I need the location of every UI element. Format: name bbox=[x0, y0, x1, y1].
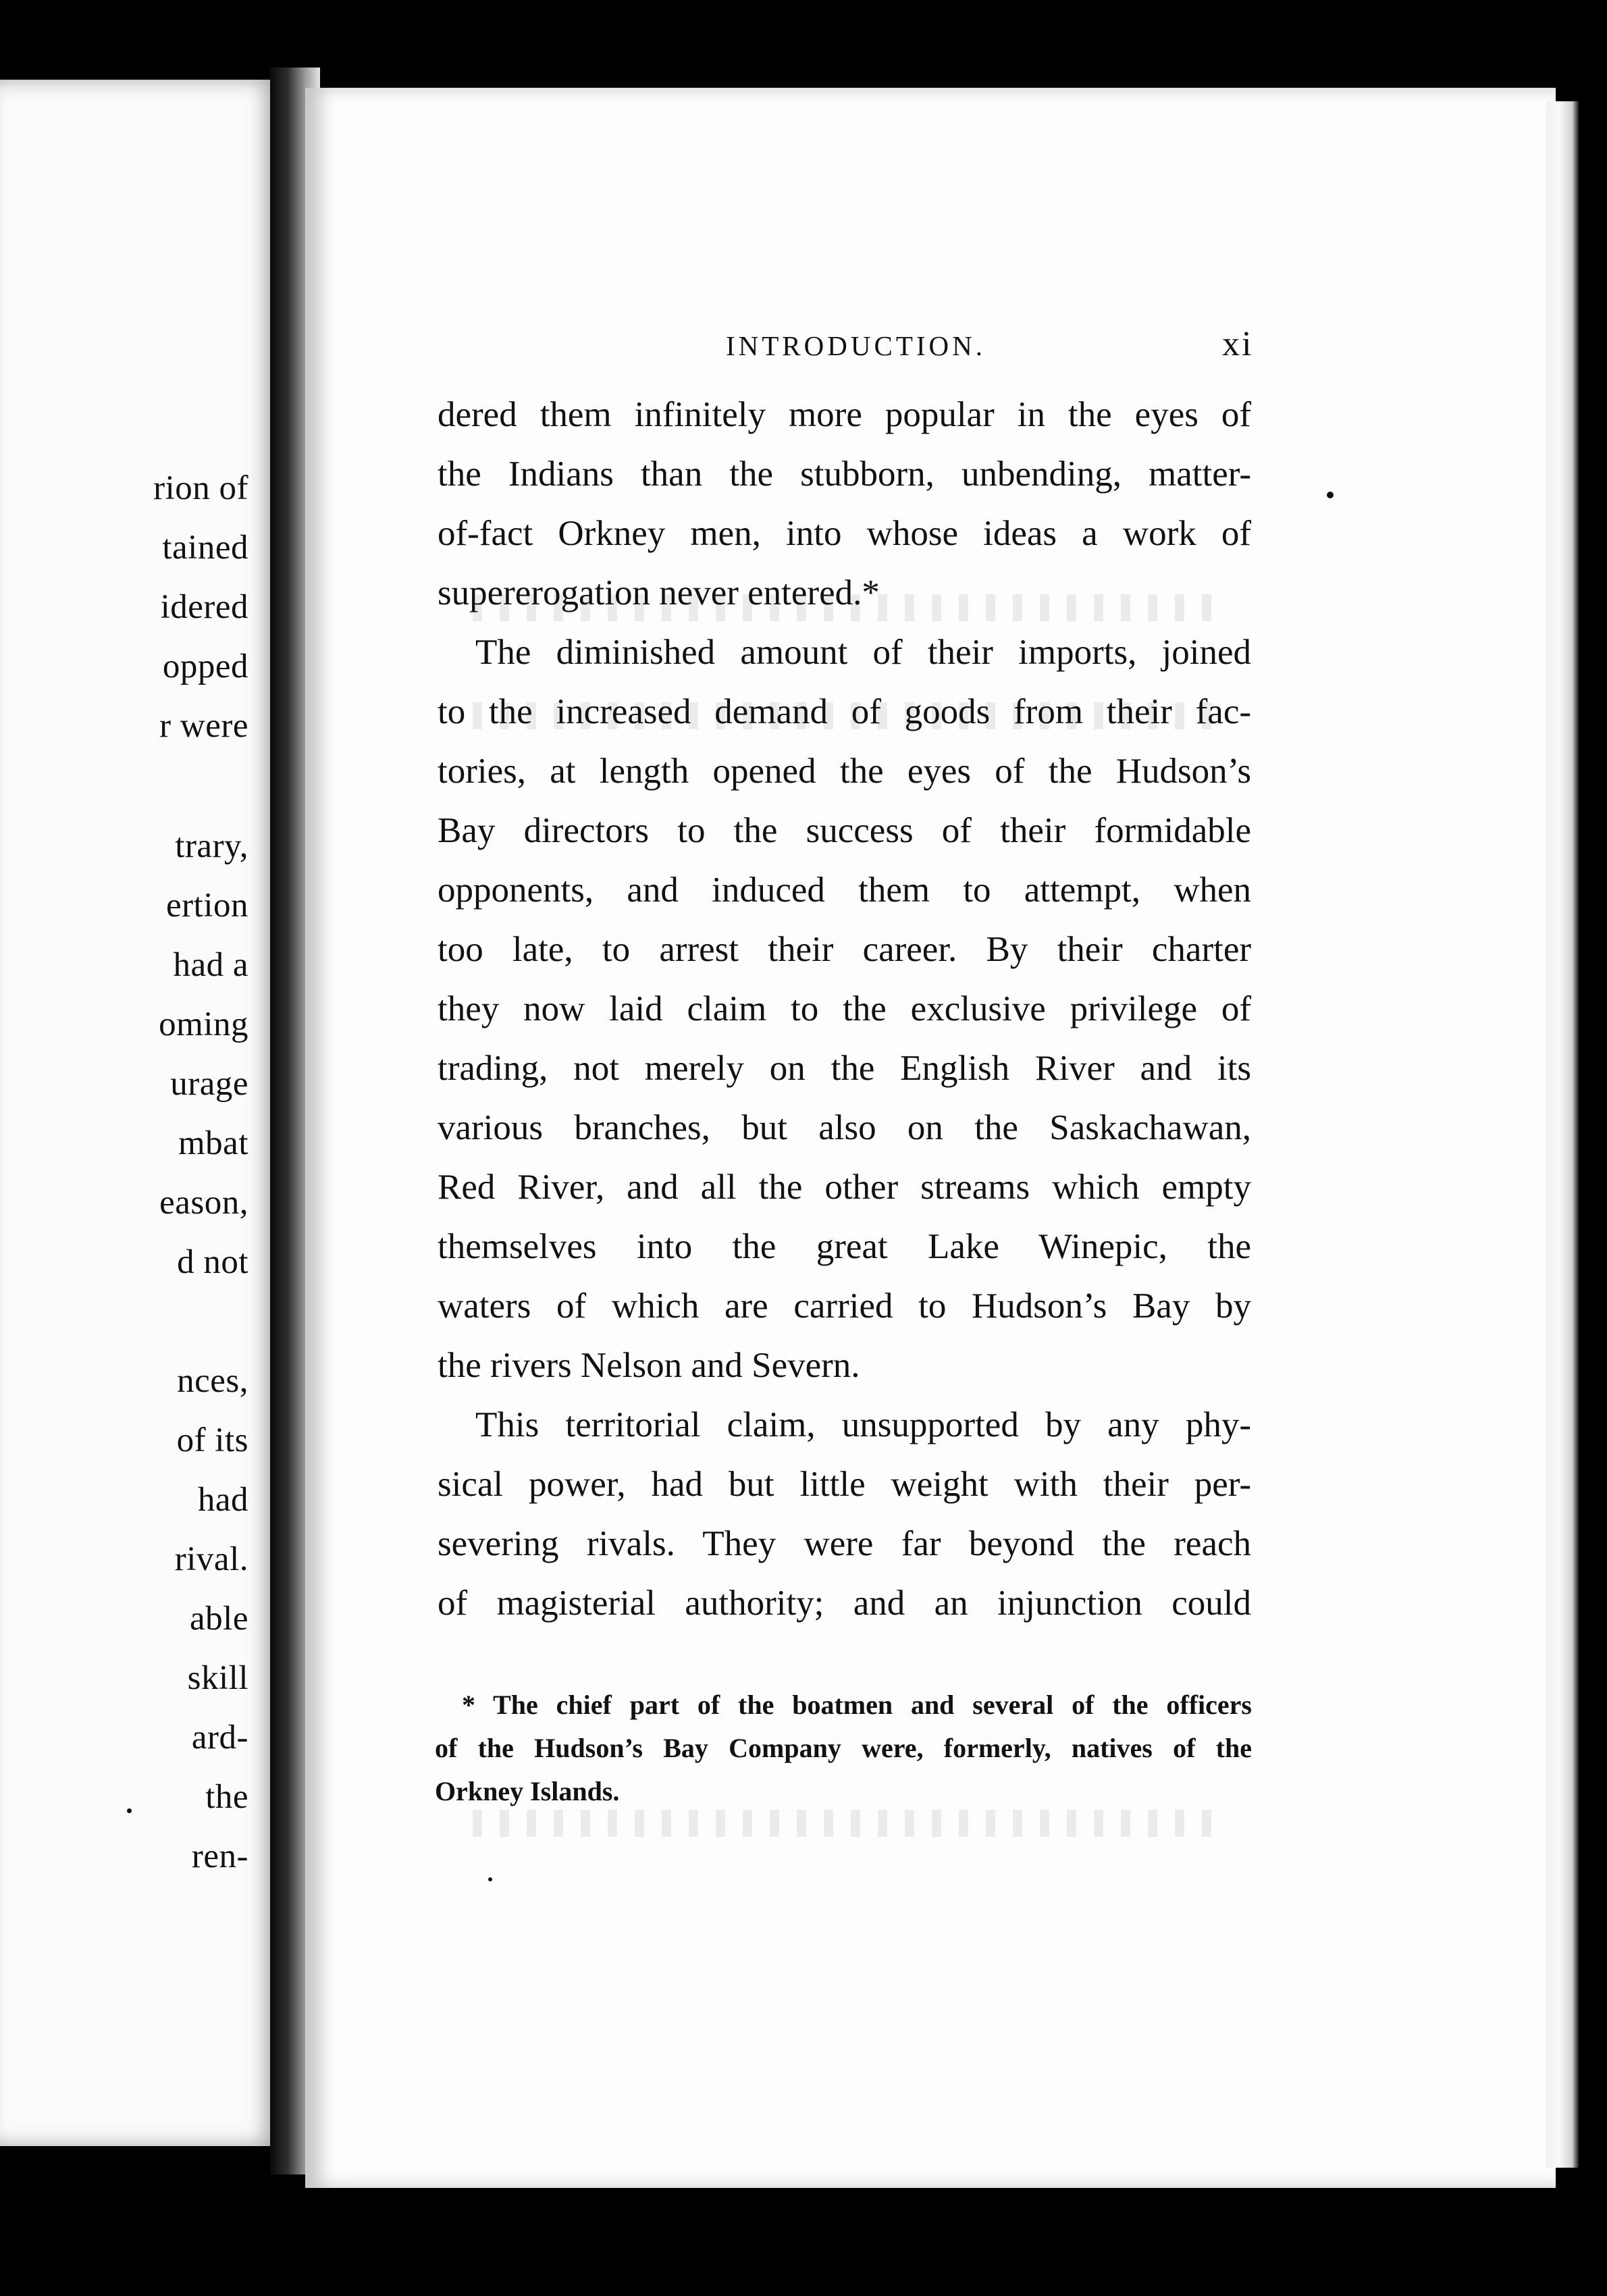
facing-page-line: mbat bbox=[178, 1124, 248, 1162]
facing-page-line: ren- bbox=[191, 1837, 248, 1875]
text-line: Red River, and all the other streams which empty bbox=[438, 1168, 1251, 1207]
text-line: supererogation never entered.* bbox=[438, 573, 880, 612]
facing-page-line: had a bbox=[173, 946, 248, 984]
facing-page-line: trary, bbox=[175, 827, 248, 865]
facing-page-line: rival. bbox=[174, 1540, 248, 1578]
facing-page-line: tained bbox=[162, 529, 248, 567]
ink-speck bbox=[488, 1877, 492, 1881]
facing-page-line: eason, bbox=[159, 1184, 248, 1222]
text-line: severing rivals. They were far beyond the reach bbox=[438, 1524, 1251, 1563]
text-line: to the increased demand of goods from their fac- bbox=[438, 692, 1251, 731]
facing-page bbox=[0, 80, 278, 2146]
text-line: trading, not merely on the English River and its bbox=[438, 1049, 1251, 1088]
text-line: various branches, but also on the Saskachawan, bbox=[438, 1108, 1251, 1147]
facing-page-line: ertion bbox=[166, 887, 248, 924]
footnote-line: * The chief part of the boatmen and several of the officers bbox=[462, 1690, 1252, 1720]
footnote-line: of the Hudson’s Bay Company were, formerly, natives of the bbox=[435, 1733, 1252, 1763]
facing-page-line: of its bbox=[176, 1421, 248, 1459]
text-line: Bay directors to the success of their formidable bbox=[438, 811, 1251, 850]
page-edge bbox=[1546, 101, 1579, 2168]
text-line: sical power, had but little weight with their per- bbox=[438, 1465, 1251, 1504]
page-number: xi bbox=[1222, 325, 1254, 363]
text-line: The diminished amount of their imports, joined bbox=[475, 633, 1251, 672]
footnote-line: Orkney Islands. bbox=[435, 1776, 620, 1806]
text-line: waters of which are carried to Hudson’s Bay by bbox=[438, 1286, 1251, 1326]
facing-page-line: able bbox=[190, 1600, 248, 1638]
facing-page-line: the bbox=[205, 1778, 248, 1816]
text-line: tories, at length opened the eyes of the Hudson’s bbox=[438, 752, 1251, 791]
text-line: they now laid claim to the exclusive privilege of bbox=[438, 989, 1251, 1028]
facing-page-line: skill bbox=[187, 1659, 248, 1697]
text-line: the Indians than the stubborn, unbending, matter- bbox=[438, 454, 1251, 494]
facing-page-line: oming bbox=[159, 1006, 248, 1043]
text-line: opponents, and induced them to attempt, when bbox=[438, 870, 1251, 910]
facing-page-line: urage bbox=[170, 1065, 248, 1103]
running-head: INTRODUCTION. bbox=[726, 330, 986, 361]
facing-page-line: nces, bbox=[177, 1362, 248, 1400]
show-through bbox=[473, 1810, 1215, 1837]
text-line: themselves into the great Lake Winepic, the bbox=[438, 1227, 1251, 1266]
facing-page-line: r were bbox=[159, 707, 248, 745]
facing-page-line: opped bbox=[162, 648, 248, 685]
text-line: This territorial claim, unsupported by any phy- bbox=[475, 1405, 1251, 1444]
text-line: dered them infinitely more popular in the eyes of bbox=[438, 395, 1251, 434]
ink-speck bbox=[127, 1808, 132, 1813]
ink-speck bbox=[1327, 492, 1334, 498]
facing-page-line: had bbox=[197, 1481, 248, 1519]
facing-page-line: rion of bbox=[153, 469, 248, 507]
text-line: too late, to arrest their career. By their charter bbox=[438, 930, 1251, 969]
facing-page-line: ard- bbox=[191, 1719, 248, 1756]
text-line: of magisterial authority; and an injunction could bbox=[438, 1584, 1251, 1623]
facing-page-line: idered bbox=[160, 588, 248, 626]
facing-page-line: d not bbox=[177, 1243, 248, 1281]
text-line: the rivers Nelson and Severn. bbox=[438, 1346, 860, 1385]
text-line: of-fact Orkney men, into whose ideas a work of bbox=[438, 514, 1251, 553]
